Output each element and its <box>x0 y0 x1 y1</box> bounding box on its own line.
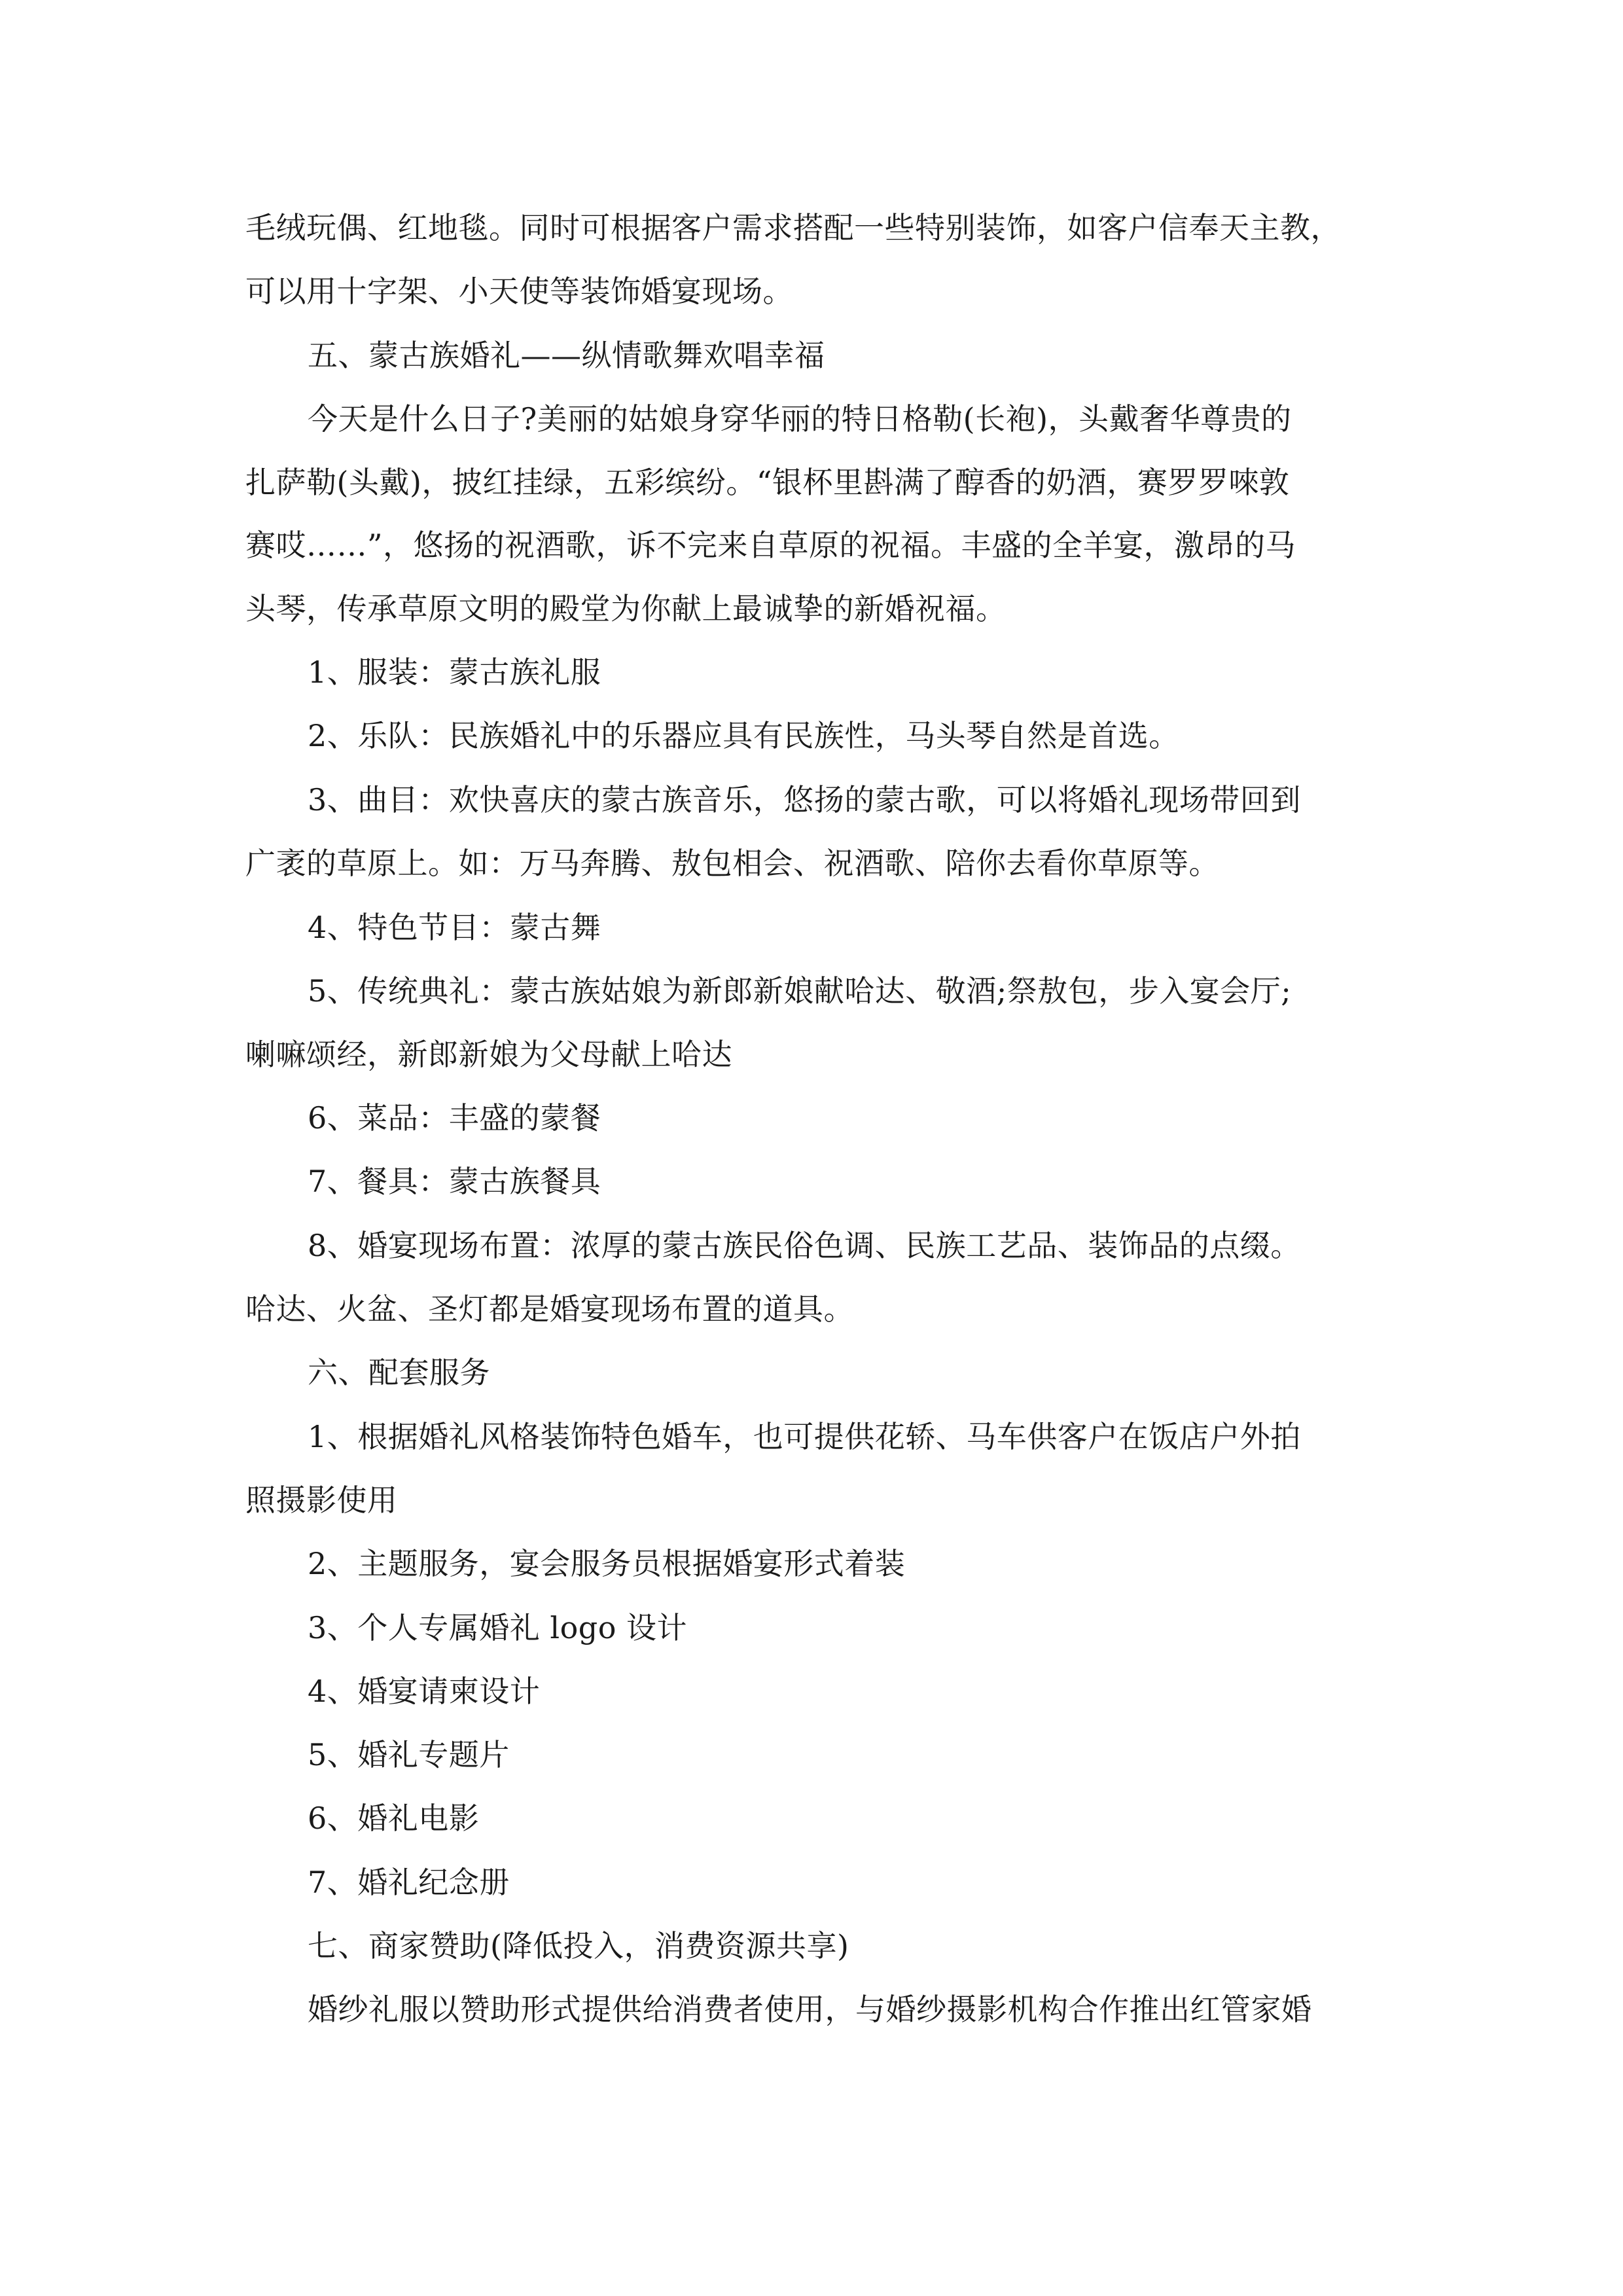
list-item: 2、乐队：民族婚礼中的乐器应具有民族性，马头琴自然是首选。 <box>308 718 1179 753</box>
body-text-line: 毛绒玩偶、红地毯。同时可根据客户需求搭配一些特别装饰，如客户信奉天主教， <box>245 210 1341 245</box>
list-item: 3、曲目：欢快喜庆的蒙古族音乐，悠扬的蒙古歌，可以将婚礼现场带回到 <box>308 782 1301 817</box>
list-item: 2、主题服务，宴会服务员根据婚宴形式着装 <box>308 1546 906 1581</box>
body-text-line: 喇嘛颂经，新郎新娘为父母献上哈达 <box>245 1037 732 1072</box>
body-text-line: 头琴，传承草原文明的殿堂为你献上最诚挚的新婚祝福。 <box>245 591 1007 626</box>
list-item: 8、婚宴现场布置：浓厚的蒙古族民俗色调、民族工艺品、装饰品的点缀。 <box>308 1228 1301 1263</box>
body-text-line: 可以用十字架、小天使等装饰婚宴现场。 <box>245 274 793 309</box>
list-item: 1、服装：蒙古族礼服 <box>308 655 601 690</box>
section-heading: 六、配套服务 <box>308 1355 490 1390</box>
list-item: 7、餐具：蒙古族餐具 <box>308 1164 601 1199</box>
body-text-line: 今天是什么日子?美丽的姑娘身穿华丽的特日格勒(长袍)，头戴奢华尊贵的 <box>308 401 1292 437</box>
list-item: 6、菜品：丰盛的蒙餐 <box>308 1100 601 1136</box>
section-heading: 五、蒙古族婚礼——纵情歌舞欢唱幸福 <box>308 338 825 373</box>
list-item: 3、个人专属婚礼 logo 设计 <box>308 1610 688 1645</box>
list-item: 5、传统典礼：蒙古族姑娘为新郎新娘献哈达、敬酒;祭敖包，步入宴会厅; <box>308 973 1292 1009</box>
body-text-line: 广袤的草原上。如：万马奔腾、敖包相会、祝酒歌、陪你去看你草原等。 <box>245 846 1219 881</box>
list-item: 1、根据婚礼风格装饰特色婚车，也可提供花轿、马车供客户在饭店户外拍 <box>308 1419 1301 1454</box>
body-text-line: 赛哎……”，悠扬的祝酒歌，诉不完来自草原的祝福。丰盛的全羊宴，激昂的马 <box>245 528 1296 563</box>
list-item: 6、婚礼电影 <box>308 1801 480 1836</box>
list-item: 4、特色节目：蒙古舞 <box>308 910 601 945</box>
body-text-line: 照摄影使用 <box>245 1482 398 1518</box>
list-item: 5、婚礼专题片 <box>308 1737 510 1772</box>
body-text-line: 扎萨勒(头戴)，披红挂绿，五彩缤纷。“银杯里斟满了醇香的奶酒，赛罗罗唻敦 <box>245 465 1290 500</box>
section-heading: 七、商家赞助(降低投入，消费资源共享) <box>308 1928 849 1964</box>
list-item: 4、婚宴请柬设计 <box>308 1674 541 1709</box>
body-text-line: 婚纱礼服以赞助形式提供给消费者使用，与婚纱摄影机构合作推出红管家婚 <box>308 1992 1312 2027</box>
list-item: 7、婚礼纪念册 <box>308 1865 510 1900</box>
body-text-line: 哈达、火盆、圣灯都是婚宴现场布置的道具。 <box>245 1291 854 1327</box>
